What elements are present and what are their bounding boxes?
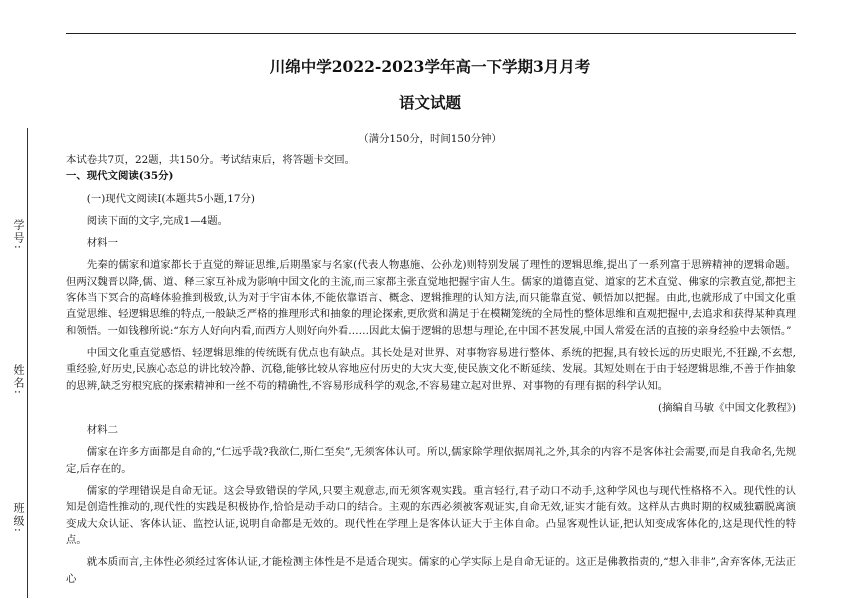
section-title: 一、现代文阅读(35分) [66,170,174,183]
material-two-label: 材料二 [86,424,118,437]
exam-intro: 本试卷共7页，22题，共150分。考试结束后，将答题卡交回。 [66,154,356,166]
exam-title: 川绵中学2022-2023学年高一下学期3月月考 [269,57,591,76]
material-two-paragraph-1: 儒家在许多方面都是自命的,“仁远乎哉?我欲仁,斯仁至矣”,无须客体认可。所以,儒家除学理依据周礼之外,其余的内容不是客体社会需要,而是自我命名,先规定,后存在的。 [66,446,796,475]
subsection-title: (一)现代文阅读Ⅰ(本题共5小题,17分) [86,192,255,205]
material-two-paragraph-3: 就本质而言,主体性必须经过客体认证,才能检测主体性是不是适合现实。儒家的心学实际上是自命无证的。这正是佛教指责的,“想入非非”,舍弃客体,无法正心 [66,556,796,585]
material-two-paragraph-2: 儒家的学理错误是自命无证。这会导致错误的学风,只要主观意志,而无须客观实践。重言轻行,君子动口不动手,这种学风也与现代性格格不入。现代性的认知是创造性推动的,现代性的实践是积极协作,恰恰是动手动口的结合。主观的东西必须被客观证实,自命无效,证实才能有效。这样从古典时期的权威独霸脱离演变成大众认证、客体认证、监控认证,说明自命都是无效的。现代性在学理上是客体认证大于主体自命。凸显客观性认证,把认知变成客体化的,这是现代性的特点。 [66,485,796,546]
material-one-paragraph-1: 先秦的儒家和道家都长于直觉的辩证思维,后期墨家与名家(代表人物惠施、公孙龙)则特别发展了理性的逻辑思维,提出了一系列富于思辨精神的逻辑命题。但两汉魏晋以降,儒、道、释三家互补成为影响中国文化的主流,而三家都主张直觉地把握宇宙人生。儒家的道德直觉、道家的艺术直觉、佛家的宗教直觉,都把主客体当下冥合的高峰体验推到极致,认为对于宇宙本体,不能依靠语言、概念、逻辑推理的认知方法,而只能靠直觉、顿悟加以把握。由此,也就形成了中国文化重直觉思维、轻逻辑思维的特点,一般缺乏严格的推理形式和抽象的理论探索,更欣赏和满足于在模糊笼统的全局性的整体思维和直观把握中,去追求和获得某种真理和领悟。一如钱穆所说:“东方人好向内看,而西方人则好向外看……因此太偏于逻辑的思想与理论,在中国不甚发展,中国人常爱在活的直接的亲身经验中去领悟。” [66,259,796,337]
material-one-source: (摘编自马敏《中国文化教程》) [658,401,796,414]
class-label: 班级: [10,498,26,538]
top-rule [66,33,796,34]
score-info: （满分150分，时间150分钟） [358,133,502,145]
exam-subtitle: 语文试题 [398,93,461,112]
exam-content [66,152,796,587]
student-name-label: 姓名: [10,360,26,400]
material-one-label: 材料一 [86,237,118,250]
student-number-label: 学号: [10,215,26,255]
reading-instruction: 阅读下面的文字,完成1—4题。 [86,214,229,227]
binding-line [27,128,28,598]
material-one-paragraph-2: 中国文化重直觉感悟、轻逻辑思维的传统既有优点也有缺点。其长处是对世界、对事物容易进行整体、系统的把握,具有较长远的历史眼光,不狂躁,不玄想,重经验,好历史,民族心态总的讲比较冷静、沉稳,能够比较从容地应付历史的大灾大变,使民族文化不断延续、发展。其短处则在于由于轻逻辑思维,不善于作抽象的思辨,缺乏穷根究底的探索精神和一丝不苟的精确性,不容易形成科学的观念,不容易建立起对世界、对事物的有理有据的科学认知。 [66,346,796,392]
